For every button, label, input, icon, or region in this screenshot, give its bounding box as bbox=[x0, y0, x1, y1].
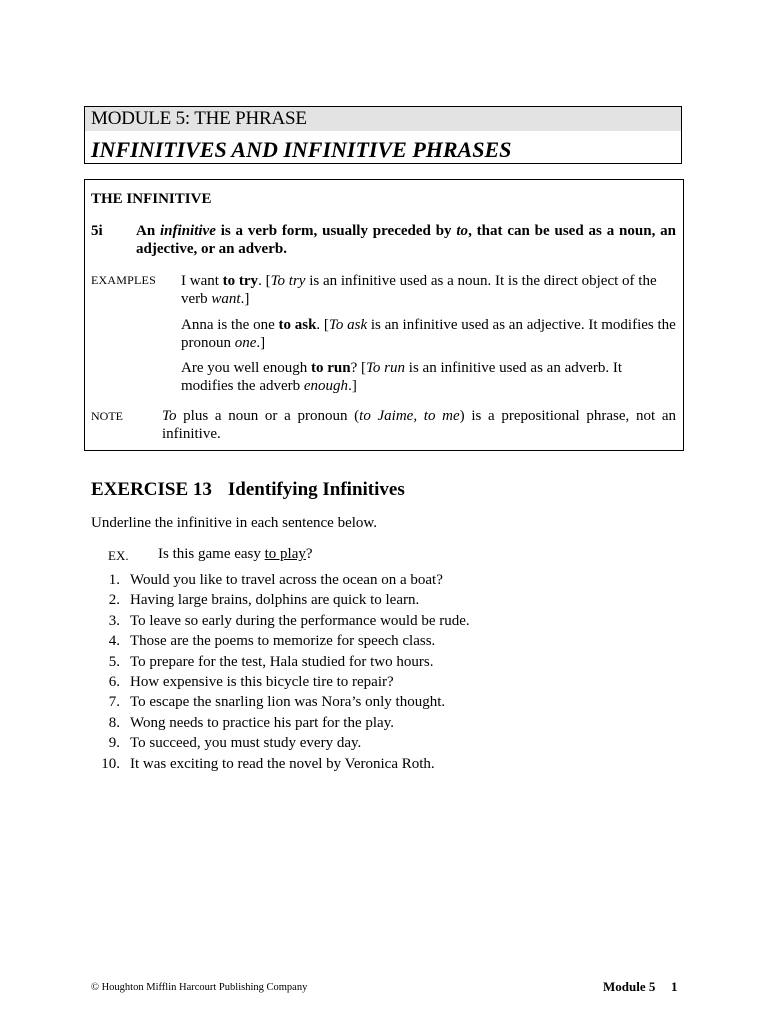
examples-label: EXAMPLES bbox=[91, 273, 156, 287]
page-number: 1 bbox=[671, 979, 678, 994]
rule-number: 5i bbox=[91, 223, 103, 239]
rule-text: An infinitive is a verb form, usually preceded by to, that can be used as a noun, an adjective, or an adverb. bbox=[136, 223, 676, 257]
rule-term: infinitive bbox=[160, 223, 216, 239]
rule-heading: THE INFINITIVE bbox=[91, 191, 212, 207]
example-label: EX. bbox=[108, 548, 129, 563]
note-label: NOTE bbox=[91, 409, 123, 423]
example-item: Is this game easy to play? bbox=[158, 546, 313, 562]
footer-copyright: © Houghton Mifflin Harcourt Publishing Company bbox=[91, 982, 308, 993]
underlined-infinitive: to play bbox=[264, 546, 306, 562]
exercise-name: Identifying Infinitives bbox=[227, 479, 405, 500]
note-text: To plus a noun or a pronoun (to Jaime, to me) is a prepositional phrase, not an infinitive. bbox=[162, 408, 677, 442]
footer-module: Module 5 bbox=[603, 979, 656, 994]
example-sentence: I want to try. [To try is an infinitive used as a noun. It is the direct object of the verb want.] bbox=[181, 273, 657, 307]
module-header-box bbox=[84, 106, 682, 164]
example-sentence: Are you well enough to run? [To run is an infinitive used as an adverb. It modifies the adverb enough.] bbox=[181, 360, 623, 394]
example-sentence: Anna is the one to ask. [To ask is an infinitive used as an adjective. It modifies the pronoun one.] bbox=[181, 317, 676, 351]
module-title: MODULE 5: THE PHRASE bbox=[91, 108, 307, 129]
exercise-title bbox=[91, 479, 405, 501]
exercise-instructions: Underline the infinitive in each sentence below. bbox=[91, 515, 378, 531]
rule-box bbox=[84, 179, 684, 451]
section-title: INFINITIVES AND INFINITIVE PHRASES bbox=[91, 137, 512, 162]
exercise-number: EXERCISE 13 bbox=[91, 479, 212, 500]
